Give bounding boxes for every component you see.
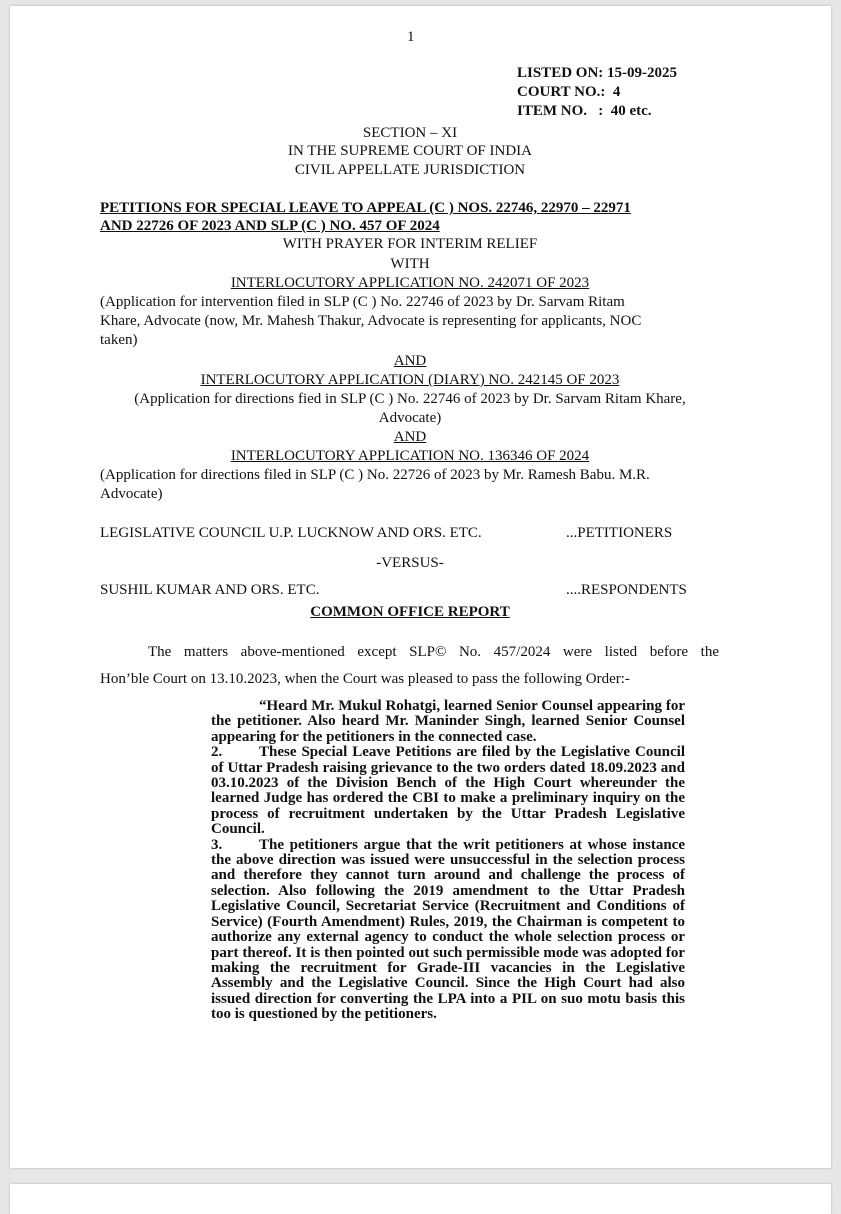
ia1-description-line-3: taken)	[100, 332, 138, 348]
intro-line-2: Hon’ble Court on 13.10.2023, when the Court was pleased to pass the following Order:-	[100, 671, 630, 687]
respondent-role: ....RESPONDENTS	[566, 582, 687, 598]
ia1-description-line-1: (Application for intervention filed in SLP (C ) No. 22746 of 2023 by Dr. Sarvam Ritam	[100, 294, 625, 310]
ia3-description-line-1: (Application for directions filed in SLP (C ) No. 22726 of 2023 by Mr. Ramesh Babu. M.R.	[100, 467, 650, 483]
petitioner-name: LEGISLATIVE COUNCIL U.P. LUCKNOW AND ORS. ETC.	[100, 525, 482, 541]
item-no: ITEM NO. : 40 etc.	[517, 103, 652, 119]
intro-line-1	[100, 643, 719, 661]
document-page	[10, 6, 831, 1168]
court-heading: IN THE SUPREME COURT OF INDIA	[288, 143, 532, 159]
petition-title-line-1: PETITIONS FOR SPECIAL LEAVE TO APPEAL (C ) NOS. 22746, 22970 – 22971	[100, 200, 631, 216]
order-paragraph-3-text: The petitioners argue that the writ petitioners at whose instance the above direction was issued were unsuccessful in the selection process and therefore they cannot turn around and challenge the process of selection. Also following the 2019 amendment to the Uttar Pradesh Legislative Council, Secretariat Service (Recruitment and Conditions of Service) (Fourth Amendment) Rules, 2019, the Chairman is competent to authorize any external agency to conduct the whole selection process or part thereof. It is then pointed out such permissible mode was adopted for making the recruitment for Grade-III vacancies in the Legislative Assembly and the Legislative Council. Since the High Court had also issued direction for converting the LPA into a PIL on suo motu basis this too is questioned by the petitioners.	[211, 836, 685, 1023]
ia1-description-line-2: Khare, Advocate (now, Mr. Mahesh Thakur, Advocate is representing for applicants, NOC	[100, 313, 642, 329]
and-heading-2: AND	[393, 429, 427, 445]
order-paragraph-1-text: “Heard Mr. Mukul Rohatgi, learned Senior Counsel appearing for the petitioner. Also heard Mr. Maninder Singh, learned Senior Counsel appearing for the petitioners in the connected case.	[211, 698, 685, 745]
paragraph-number-3: 3.	[211, 836, 223, 853]
paragraph-number-2: 2.	[211, 744, 223, 761]
petitioner-role: ...PETITIONERS	[566, 525, 673, 541]
page-number: 1	[407, 29, 415, 45]
order-paragraph-2-text: These Special Leave Petitions are filed by the Legislative Council of Uttar Pradesh raising grievance to the two orders dated 18.09.2023 and 03.10.2023 of the Division Bench of the High Court whereunder the learned Judge has ordered the CBI to make a preliminary inquiry on the process of recruitment undertaken by the Uttar Pradesh Legislative Council.	[211, 744, 685, 838]
jurisdiction-heading: CIVIL APPELLATE JURISDICTION	[294, 162, 526, 178]
ia2-title: INTERLOCUTORY APPLICATION (DIARY) NO. 242145 OF 2023	[200, 372, 620, 388]
versus: -VERSUS-	[376, 555, 444, 571]
ia1-title: INTERLOCUTORY APPLICATION NO. 242071 OF 2023	[230, 275, 590, 291]
order-paragraph-1	[211, 699, 685, 745]
ia2-description-line-2: Advocate)	[378, 410, 442, 426]
section-heading: SECTION – XI	[362, 125, 458, 141]
order-quote	[211, 699, 685, 1023]
prayer-heading: WITH PRAYER FOR INTERIM RELIEF	[282, 236, 538, 252]
court-no: COURT NO.: 4	[517, 84, 621, 100]
listed-on: LISTED ON: 15-09-2025	[517, 65, 678, 81]
respondent-name: SUSHIL KUMAR AND ORS. ETC.	[100, 582, 320, 598]
listing-block	[517, 64, 677, 121]
intro-line-1-text: The matters above-mentioned except SLP© No. 457/2024 were listed before the	[148, 644, 719, 660]
ia3-title: INTERLOCUTORY APPLICATION NO. 136346 OF 2024	[230, 448, 590, 464]
ia3-description-line-2: Advocate)	[100, 486, 163, 502]
report-title: COMMON OFFICE REPORT	[310, 604, 510, 620]
with-heading: WITH	[390, 256, 430, 272]
next-page-edge	[10, 1184, 831, 1214]
order-paragraph-2	[211, 745, 685, 837]
and-heading-1: AND	[393, 353, 427, 369]
order-paragraph-3	[211, 838, 685, 1023]
petition-title-line-2: AND 22726 OF 2023 AND SLP (C ) NO. 457 OF 2024	[100, 218, 440, 234]
ia2-description-line-1: (Application for directions fied in SLP (C ) No. 22746 of 2023 by Dr. Sarvam Ritam Khare,	[134, 391, 686, 407]
